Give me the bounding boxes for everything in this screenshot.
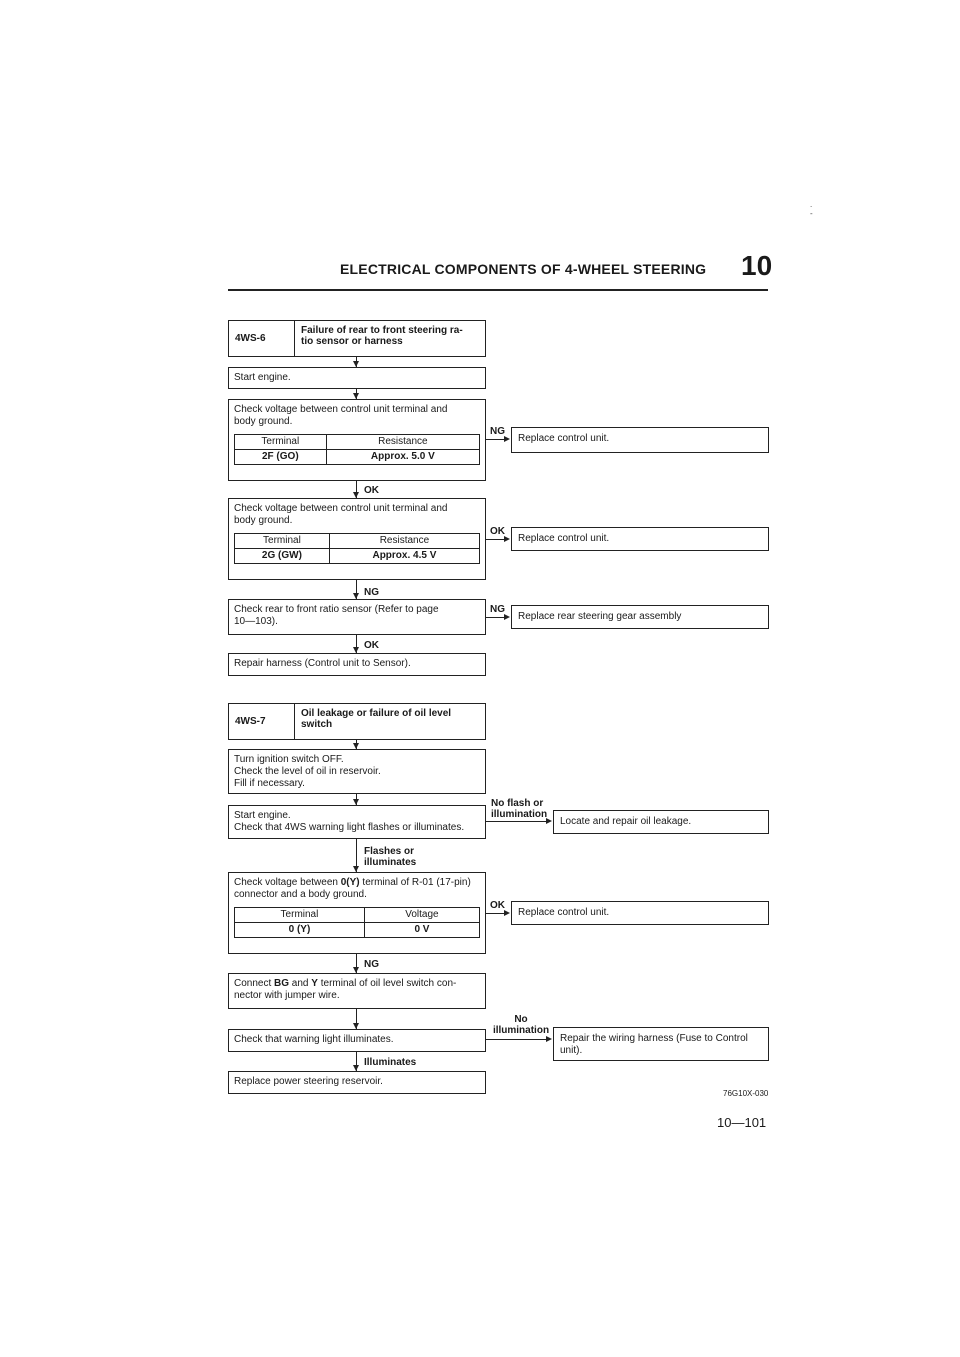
ws7-step4-text-c: terminal of oil level switch con- nector with jumper wire.	[234, 978, 457, 1001]
ws6-step2-ng-label: NG	[490, 426, 505, 437]
table-cell: 2G (GW)	[235, 549, 330, 564]
margin-marks: . -	[810, 200, 813, 218]
ws7-title: Oil leakage or failure of oil level switch	[301, 708, 452, 730]
ws7-step3-ok-label: OK	[490, 900, 505, 911]
ws7-step4-terminal-bg: BG	[274, 978, 290, 989]
ws7-step2-yes-label: Flashes or illuminates	[364, 846, 417, 868]
ws7-step3-ok-action: Replace control unit.	[511, 901, 769, 925]
table-header: Voltage	[364, 908, 479, 923]
ws7-step5-no-action: Repair the wiring harness (Fuse to Control unit).	[553, 1027, 769, 1061]
arrow	[504, 436, 510, 442]
ws6-step3-ok-label: OK	[490, 526, 505, 537]
page-title: ELECTRICAL COMPONENTS OF 4-WHEEL STEERING	[340, 261, 707, 277]
ws6-code: 4WS-6	[229, 321, 295, 356]
table-header: Terminal	[235, 534, 330, 549]
ws7-step5: Check that warning light illuminates.	[228, 1029, 486, 1052]
table-header: Resistance	[326, 435, 479, 450]
ws7-code: 4WS-7	[229, 704, 295, 739]
ws7-step2-no-label: No flash or illumination	[491, 798, 548, 820]
ws7-step5-no-label: No illumination	[492, 1014, 550, 1036]
ws6-step2-ng-action: Replace control unit.	[511, 427, 769, 453]
table-cell: 0 (Y)	[235, 923, 365, 938]
ws6-title: Failure of rear to front steering ra- tio sensor or harness	[301, 325, 463, 347]
connector	[486, 439, 506, 440]
arrow	[504, 614, 510, 620]
header-rule	[228, 289, 768, 291]
table-cell: 0 V	[364, 923, 479, 938]
table-cell: Approx. 5.0 V	[326, 450, 479, 465]
ws6-step3-table	[234, 533, 480, 564]
table-header: Terminal	[235, 435, 327, 450]
ws6-step1: Start engine.	[228, 367, 486, 389]
ws7-step2: Start engine. Check that 4WS warning light flashes or illuminates.	[228, 805, 486, 839]
ws7-step4-text-a: Connect	[234, 978, 275, 989]
arrow	[504, 536, 510, 542]
table-header: Resistance	[329, 534, 479, 549]
ws6-step2-table	[234, 434, 480, 465]
connector	[486, 1039, 548, 1040]
connector	[486, 539, 506, 540]
ws6-header	[228, 320, 486, 357]
ws7-header	[228, 703, 486, 740]
ws6-step2-text: Check voltage between control unit terminal and body ground.	[234, 404, 448, 427]
connector	[486, 821, 548, 822]
ws7-step3-text-a: Check voltage between	[234, 877, 341, 888]
ws7-step3-terminal: 0(Y)	[340, 877, 360, 888]
ws7-step3-ng-label: NG	[364, 959, 379, 970]
table-cell: Approx. 4.5 V	[329, 549, 479, 564]
connector	[486, 617, 506, 618]
ws6-step4-ng-label: NG	[490, 604, 505, 615]
arrow	[504, 910, 510, 916]
ws7-step3	[228, 872, 486, 954]
ws6-step3	[228, 498, 486, 580]
ws7-step5-yes-label: Illuminates	[364, 1057, 417, 1068]
ws7-step2-no-action: Locate and repair oil leakage.	[553, 810, 769, 834]
ws6-step4-ok-label: OK	[364, 640, 379, 651]
ws7-step6: Replace power steering reservoir.	[228, 1071, 486, 1094]
ws6-step3-ok-action: Replace control unit.	[511, 527, 769, 551]
ws7-step4	[228, 973, 486, 1009]
connector	[486, 913, 506, 914]
ws6-step2	[228, 399, 486, 481]
ws6-step3-text: Check voltage between control unit terminal and body ground.	[234, 503, 448, 526]
ws7-step3-text-b: terminal of R-01 (17-pin) connector and a body ground.	[234, 877, 471, 900]
ws6-step4: Check rear to front ratio sensor (Refer to page 10—103).	[228, 599, 486, 635]
ws7-step1: Turn ignition switch OFF. Check the level of oil in reservoir. Fill if necessary.	[228, 749, 486, 794]
ws7-step4-text-b: and	[289, 978, 312, 989]
chapter-number: 10	[741, 250, 773, 281]
figure-reference: 76G10X-030	[723, 1089, 769, 1098]
ws6-step4-ng-action: Replace rear steering gear assembly	[511, 605, 769, 629]
arrow	[546, 1036, 552, 1042]
ws7-step3-text	[234, 877, 480, 901]
table-cell: 2F (GO)	[235, 450, 327, 465]
page-number: 10—101	[717, 1115, 767, 1130]
ws6-step3-ng-label: NG	[364, 587, 379, 598]
table-header: Terminal	[235, 908, 365, 923]
ws6-step5: Repair harness (Control unit to Sensor).	[228, 653, 486, 676]
ws7-step3-table	[234, 907, 480, 938]
ws6-step2-ok-label: OK	[364, 485, 379, 496]
arrow	[546, 818, 552, 824]
ws7-step4-terminal-y: Y	[311, 978, 318, 989]
